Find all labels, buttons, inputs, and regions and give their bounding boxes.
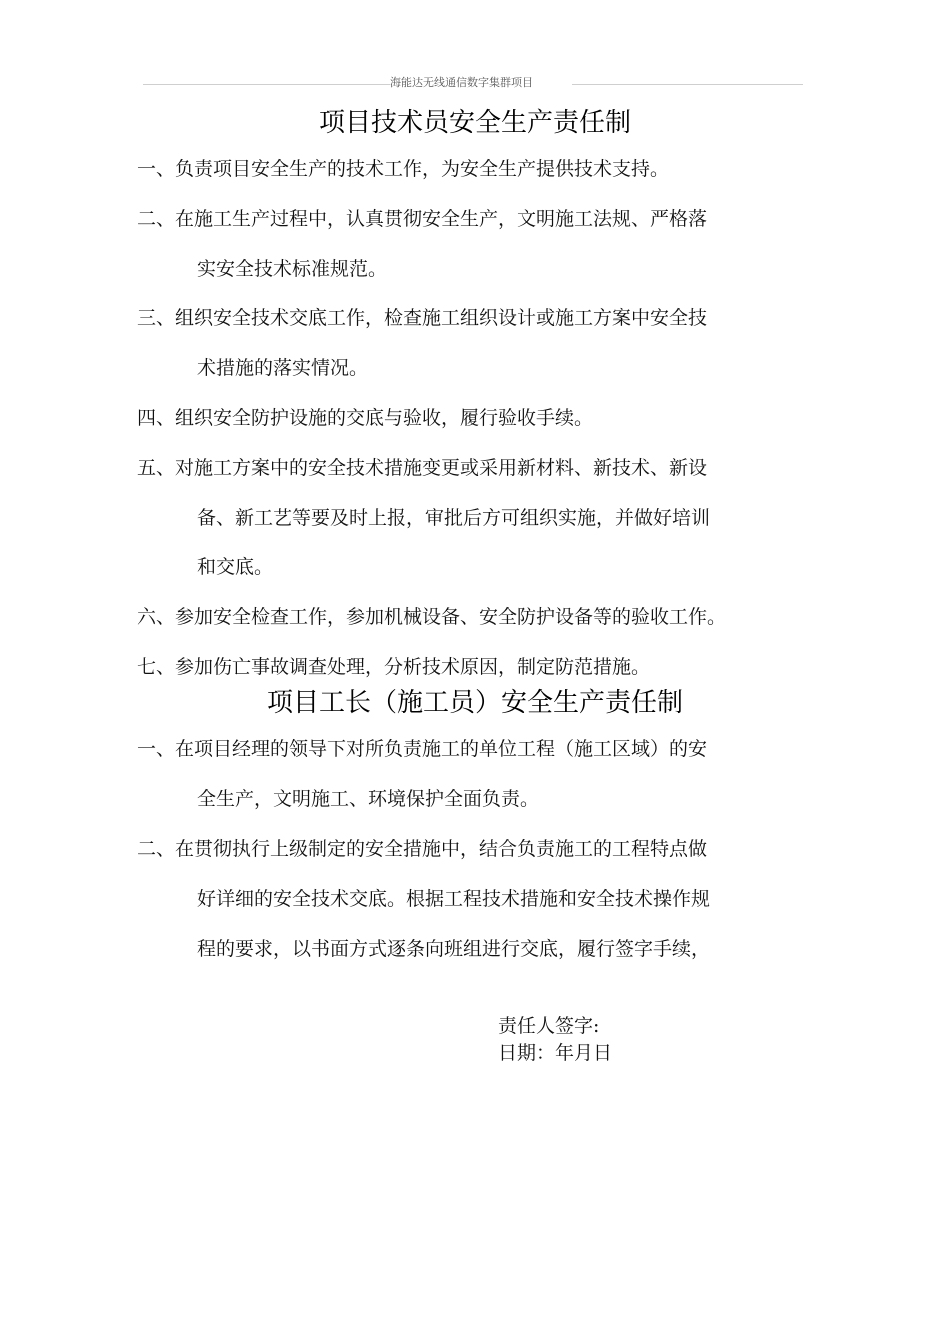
s2-item1-line2: 全生产，文明施工、环境保护全面负责。	[197, 788, 540, 810]
running-header: 海能达无线通信数字集群项目	[390, 76, 572, 89]
s1-item4-line1: 四、组织安全防护设施的交底与验收，履行验收手续。	[137, 407, 594, 429]
s2-item2-line3: 程的要求，以书面方式逐条向班组进行交底，履行签字手续，	[197, 938, 711, 960]
s2-item1-line1: 一、在项目经理的领导下对所负责施工的单位工程（施工区域）的安	[137, 738, 708, 760]
signer-label: 责任人签字:	[498, 1015, 600, 1037]
s1-item2-line1: 二、在施工生产过程中，认真贯彻安全生产，文明施工法规、严格落	[137, 208, 708, 230]
s1-item5-line3: 和交底。	[197, 556, 274, 578]
section1-title: 项目技术员安全生产责任制	[318, 108, 631, 138]
date-label: 日期：年月日	[498, 1042, 613, 1064]
section2-title: 项目工长（施工员）安全生产责任制	[266, 688, 683, 718]
s1-item7-line1: 七、参加伤亡事故调查处理，分析技术原因，制定防范措施。	[137, 656, 651, 678]
s1-item1-line1: 一、负责项目安全生产的技术工作，为安全生产提供技术支持。	[137, 158, 670, 180]
s1-item2-line2: 实安全技术标准规范。	[197, 258, 388, 280]
s1-item5-line1: 五、对施工方案中的安全技术措施变更或采用新材料、新技术、新设	[137, 457, 708, 479]
s2-item2-line1: 二、在贯彻执行上级制定的安全措施中，结合负责施工的工程特点做	[137, 838, 708, 860]
s1-item3-line2: 术措施的落实情况。	[197, 357, 369, 379]
s1-item5-line2: 备、新工艺等要及时上报，审批后方可组织实施，并做好培训	[197, 507, 711, 529]
s1-item6-line1: 六、参加安全检查工作，参加机械设备、安全防护设备等的验收工作。	[137, 606, 727, 628]
s2-item2-line2: 好详细的安全技术交底。根据工程技术措施和安全技术操作规	[197, 888, 711, 910]
s1-item3-line1: 三、组织安全技术交底工作，检查施工组织设计或施工方案中安全技	[137, 307, 708, 329]
